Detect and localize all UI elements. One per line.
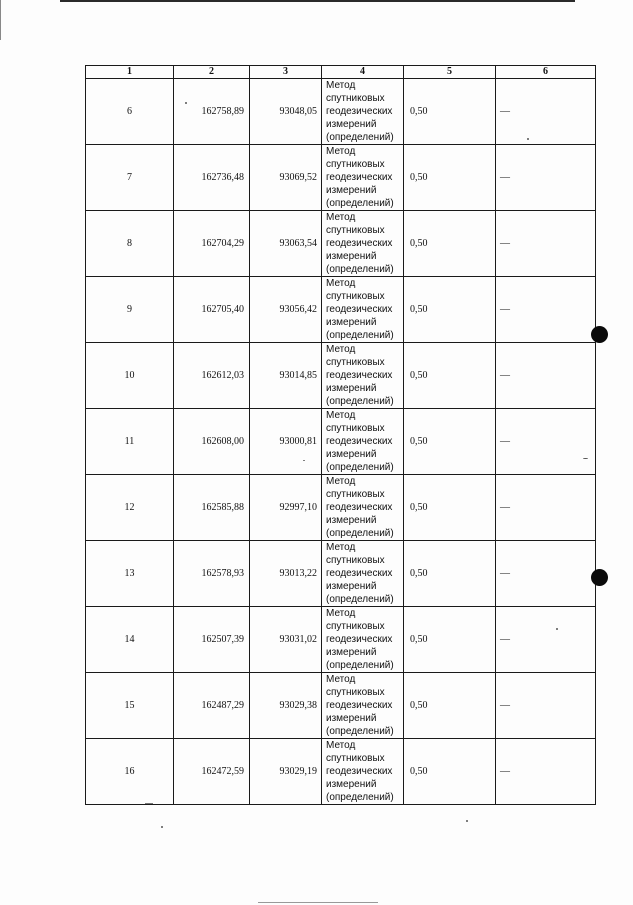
- coordinate-y-cell: 93014,85: [250, 343, 322, 409]
- note-cell: —: [496, 541, 596, 607]
- point-number-cell: 6: [86, 79, 174, 145]
- method-cell: Метод спутниковых геодезических измерений (определений): [322, 673, 404, 739]
- method-cell: Метод спутниковых геодезических измерений (определений): [322, 475, 404, 541]
- column-header-5: 5: [404, 66, 496, 79]
- coordinate-y-cell: 93031,02: [250, 607, 322, 673]
- point-number-cell: 13: [86, 541, 174, 607]
- coordinate-x-cell: 162585,88: [174, 475, 250, 541]
- table-row: [86, 475, 596, 541]
- point-number-cell: 12: [86, 475, 174, 541]
- note-cell: —: [496, 343, 596, 409]
- coordinate-x-cell: 162608,00: [174, 409, 250, 475]
- coordinate-x-cell: 162472,59: [174, 739, 250, 805]
- point-number-cell: 11: [86, 409, 174, 475]
- note-cell: —: [496, 607, 596, 673]
- coordinates-table: [85, 65, 596, 805]
- scan-speck: [185, 102, 187, 104]
- method-cell: Метод спутниковых геодезических измерений (определений): [322, 409, 404, 475]
- method-cell: Метод спутниковых геодезических измерений (определений): [322, 343, 404, 409]
- left-edge-mark: [0, 0, 1, 40]
- column-header-6: 6: [496, 66, 596, 79]
- coordinate-x-cell: 162578,93: [174, 541, 250, 607]
- table-row: [86, 673, 596, 739]
- column-header-4: 4: [322, 66, 404, 79]
- note-cell: —: [496, 277, 596, 343]
- accuracy-cell: 0,50: [404, 211, 496, 277]
- scan-speck: [583, 458, 588, 459]
- accuracy-cell: 0,50: [404, 145, 496, 211]
- note-cell: —: [496, 145, 596, 211]
- coordinate-x-cell: 162487,29: [174, 673, 250, 739]
- table-row: [86, 739, 596, 805]
- coordinate-x-cell: 162705,40: [174, 277, 250, 343]
- scan-speck: [161, 826, 163, 828]
- scan-speck: [556, 628, 558, 630]
- table-row: [86, 211, 596, 277]
- point-number-cell: 15: [86, 673, 174, 739]
- method-cell: Метод спутниковых геодезических измерений (определений): [322, 145, 404, 211]
- column-header-2: 2: [174, 66, 250, 79]
- note-cell: —: [496, 79, 596, 145]
- note-cell: —: [496, 409, 596, 475]
- note-cell: —: [496, 475, 596, 541]
- method-cell: Метод спутниковых геодезических измерений (определений): [322, 211, 404, 277]
- accuracy-cell: 0,50: [404, 607, 496, 673]
- bottom-edge-rule: [258, 902, 378, 903]
- coordinate-y-cell: 93056,42: [250, 277, 322, 343]
- accuracy-cell: 0,50: [404, 475, 496, 541]
- column-header-1: 1: [86, 66, 174, 79]
- column-header-3: 3: [250, 66, 322, 79]
- coordinate-y-cell: 93048,05: [250, 79, 322, 145]
- table-row: [86, 409, 596, 475]
- accuracy-cell: 0,50: [404, 79, 496, 145]
- table-row: [86, 541, 596, 607]
- top-edge-rule: [60, 0, 575, 2]
- accuracy-cell: 0,50: [404, 541, 496, 607]
- note-cell: —: [496, 739, 596, 805]
- accuracy-cell: 0,50: [404, 343, 496, 409]
- coordinate-x-cell: 162758,89: [174, 79, 250, 145]
- method-cell: Метод спутниковых геодезических измерений (определений): [322, 739, 404, 805]
- method-cell: Метод спутниковых геодезических измерений (определений): [322, 541, 404, 607]
- table-body: [86, 79, 596, 805]
- point-number-cell: 14: [86, 607, 174, 673]
- coordinate-y-cell: 93013,22: [250, 541, 322, 607]
- point-number-cell: 16: [86, 739, 174, 805]
- table-header: [86, 66, 596, 79]
- scan-speck: [527, 138, 529, 140]
- coordinate-y-cell: 93069,52: [250, 145, 322, 211]
- scan-speck: [303, 460, 305, 461]
- method-cell: Метод спутниковых геодезических измерений (определений): [322, 277, 404, 343]
- table-row: [86, 607, 596, 673]
- table-row: [86, 145, 596, 211]
- scan-mark: [145, 803, 153, 804]
- scan-speck: [466, 820, 468, 822]
- note-cell: —: [496, 211, 596, 277]
- coordinate-y-cell: 93029,19: [250, 739, 322, 805]
- point-number-cell: 10: [86, 343, 174, 409]
- punch-hole-mark: [591, 326, 608, 343]
- note-cell: —: [496, 673, 596, 739]
- coordinate-y-cell: 93063,54: [250, 211, 322, 277]
- coordinate-y-cell: 92997,10: [250, 475, 322, 541]
- point-number-cell: 9: [86, 277, 174, 343]
- point-number-cell: 8: [86, 211, 174, 277]
- coordinate-x-cell: 162704,29: [174, 211, 250, 277]
- coordinate-x-cell: 162612,03: [174, 343, 250, 409]
- coordinate-y-cell: 93000,81: [250, 409, 322, 475]
- accuracy-cell: 0,50: [404, 673, 496, 739]
- coordinate-y-cell: 93029,38: [250, 673, 322, 739]
- accuracy-cell: 0,50: [404, 409, 496, 475]
- punch-hole-mark: [591, 569, 608, 586]
- method-cell: Метод спутниковых геодезических измерений (определений): [322, 79, 404, 145]
- table-row: [86, 343, 596, 409]
- table-row: [86, 79, 596, 145]
- method-cell: Метод спутниковых геодезических измерений (определений): [322, 607, 404, 673]
- table-row: [86, 277, 596, 343]
- point-number-cell: 7: [86, 145, 174, 211]
- coordinate-x-cell: 162507,39: [174, 607, 250, 673]
- coordinate-x-cell: 162736,48: [174, 145, 250, 211]
- accuracy-cell: 0,50: [404, 739, 496, 805]
- header-row: [86, 66, 596, 79]
- accuracy-cell: 0,50: [404, 277, 496, 343]
